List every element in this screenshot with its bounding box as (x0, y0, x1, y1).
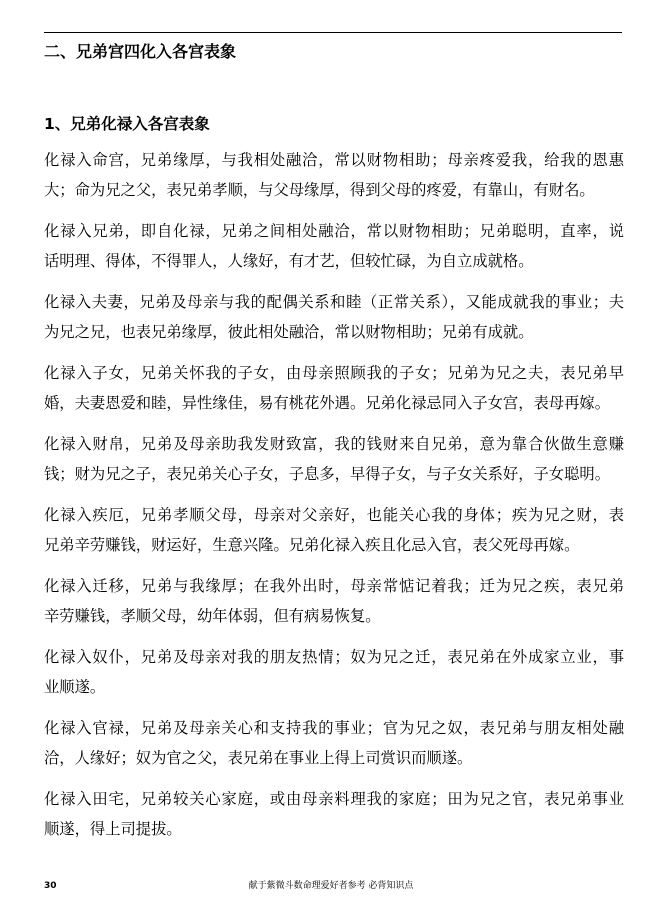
paragraph-line: 顺遂，得上司提拔。 (44, 820, 182, 838)
paragraph-line: 化禄入夫妻，兄弟及母亲与我的配偶关系和睦（正常关系），又能成就我的事业；夫 (44, 293, 624, 311)
document-body (44, 145, 624, 855)
paragraph-line: 话明理、得体，不得罪人，人缘好，有才艺，但较忙碌，为自立成就格。 (44, 252, 534, 270)
paragraph-xiongdi (44, 216, 624, 276)
paragraph-caibo (44, 429, 624, 489)
paragraph-zinv (44, 358, 624, 418)
subsection-title: 1、兄弟化禄入各宫表象 (44, 115, 210, 133)
paragraph-line: 化禄入命宫，兄弟缘厚，与我相处融洽，常以财物相助；母亲疼爱我，给我的恩惠 (44, 151, 624, 169)
paragraph-line: 化禄入奴仆，兄弟及母亲对我的朋友热情；奴为兄之迁，表兄弟在外成家立业，事 (44, 648, 624, 666)
paragraph-line: 化禄入兄弟，即自化禄，兄弟之间相处融洽，常以财物相助；兄弟聪明，直率，说 (44, 222, 624, 240)
paragraph-line: 洽，人缘好；奴为官之父，表兄弟在事业上得上司赏识而顺遂。 (44, 749, 473, 767)
paragraph-guanlu (44, 713, 624, 773)
footer-text: 献于紫微斗数命理爱好者参考 必背知识点 (248, 881, 414, 891)
paragraph-line: 化禄入财帛，兄弟及母亲助我发财致富，我的钱财来自兄弟，意为靠合伙做生意赚 (44, 435, 624, 453)
paragraph-line: 兄弟辛劳赚钱，财运好，生意兴隆。兄弟化禄入疾且化忌入官，表父死母再嫁。 (44, 536, 580, 554)
paragraph-line: 化禄入子女，兄弟关怀我的子女，由母亲照顾我的子女；兄弟为兄之夫，表兄弟早 (44, 364, 624, 382)
paragraph-nupu (44, 642, 624, 702)
paragraph-tianzhai (44, 784, 624, 844)
paragraph-line: 化禄入疾厄，兄弟孝顺父母，母亲对父亲好，也能关心我的身体；疾为兄之财，表 (44, 506, 624, 524)
paragraph-line: 钱；财为兄之子，表兄弟关心子女，子息多，早得子女，与子女关系好，子女聪明。 (44, 465, 610, 483)
header-rule (44, 32, 622, 33)
paragraph-qianyi (44, 571, 624, 631)
page-number: 30 (44, 881, 57, 891)
paragraph-jie (44, 500, 624, 560)
paragraph-line: 大；命为兄之父，表兄弟孝顺，与父母缘厚，得到父母的疼爱，有靠山，有财名。 (44, 181, 595, 199)
paragraph-line: 化禄入迁移，兄弟与我缘厚；在我外出时，母亲常惦记着我；迁为兄之疾，表兄弟 (44, 577, 624, 595)
paragraph-line: 辛劳赚钱，孝顺父母，幼年体弱，但有病易恢复。 (44, 607, 381, 625)
paragraph-line: 化禄入田宅，兄弟较关心家庭，或由母亲料理我的家庭；田为兄之官，表兄弟事业 (44, 790, 624, 808)
paragraph-line: 化禄入官禄，兄弟及母亲关心和支持我的事业；官为兄之奴，表兄弟与朋友相处融 (44, 719, 624, 737)
paragraph-fuqi (44, 287, 624, 347)
paragraph-line: 为兄之兄，也表兄弟缘厚，彼此相处融洽，常以财物相助；兄弟有成就。 (44, 323, 534, 341)
paragraph-line: 业顺遂。 (44, 678, 106, 696)
paragraph-line: 婚，夫妻恩爱和睦，异性缘佳，易有桃花外遇。兄弟化禄忌同入子女宫，表母再嫁。 (44, 394, 610, 412)
section-title: 二、兄弟宫四化入各宫表象 (44, 42, 237, 61)
paragraph-ming (44, 145, 624, 205)
